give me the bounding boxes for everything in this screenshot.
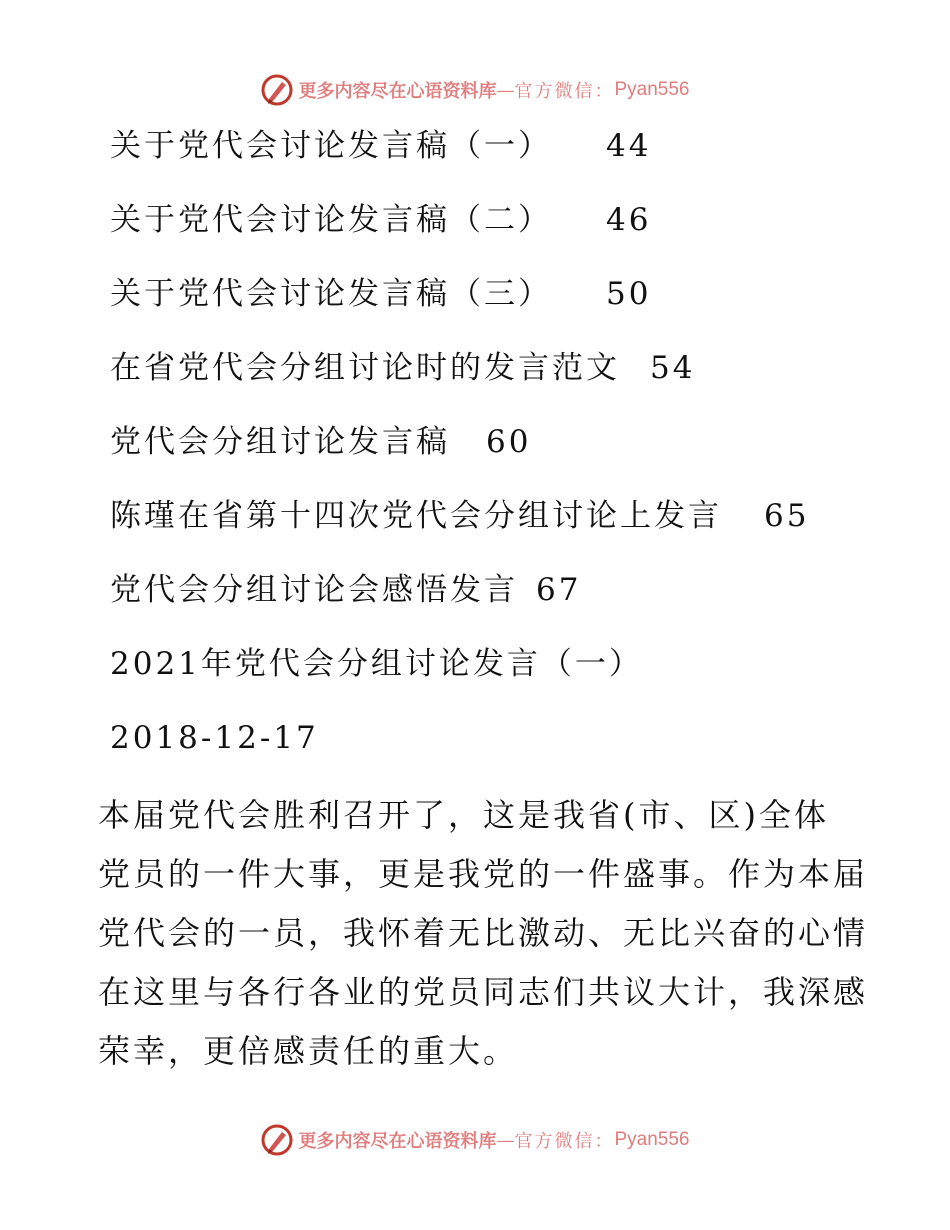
paragraph-line: 党代会的一员，我怀着无比激动、无比兴奋的心情 <box>98 914 869 952</box>
pen-logo-icon <box>260 1123 294 1157</box>
toc-entry-title: 陈瑾在省第十四次党代会分组讨论上发言 <box>110 498 722 534</box>
toc-entry-title: 在省党代会分组讨论时的发言范文 <box>110 350 620 386</box>
banner-sub-text: 官方微信： <box>514 1131 615 1152</box>
toc-entry-page: 46 <box>606 202 652 238</box>
banner-sub-text: 官方微信： <box>514 81 615 102</box>
toc-entry[interactable] <box>110 422 531 462</box>
toc-entry[interactable] <box>110 570 581 610</box>
header-banner <box>0 70 950 110</box>
toc-entry[interactable] <box>110 496 809 536</box>
paragraph-line: 在这里与各行各业的党员同志们共议大计，我深感 <box>98 973 869 1011</box>
toc-entry-title: 关于党代会讨论发言稿（三） <box>110 276 552 312</box>
section-title: 2021年党代会分组讨论发言（一） <box>110 646 643 682</box>
banner-dash: — <box>496 1129 515 1151</box>
banner-wechat-id: Pyan556 <box>614 79 690 100</box>
toc-entry[interactable] <box>110 126 651 166</box>
toc-entry-page: 50 <box>606 276 652 312</box>
banner-dash: — <box>496 79 515 101</box>
toc-entry-title: 关于党代会讨论发言稿（二） <box>110 202 552 238</box>
paragraph-line: 党员的一件大事，更是我党的一件盛事。作为本届 <box>98 855 869 893</box>
section-date: 2018-12-17 <box>110 720 319 756</box>
toc-entry-title: 关于党代会讨论发言稿（一） <box>110 128 552 164</box>
toc-entry-page: 65 <box>764 498 810 534</box>
toc-entry-title: 党代会分组讨论会感悟发言 <box>110 572 518 608</box>
paragraph-line: 本届党代会胜利召开了，这是我省(市、区)全体 <box>98 796 829 834</box>
toc-entry-title: 党代会分组讨论发言稿 <box>110 424 450 460</box>
toc-entry-page: 67 <box>536 572 582 608</box>
body-paragraph <box>98 786 869 1081</box>
banner-main-text: 更多内容尽在心语资料库 <box>298 81 497 102</box>
banner-wechat-id: Pyan556 <box>614 1129 690 1150</box>
toc-entry-page: 54 <box>650 350 696 386</box>
footer-banner <box>0 1120 950 1160</box>
paragraph-line: 荣幸，更倍感责任的重大。 <box>98 1032 519 1070</box>
toc-entry[interactable] <box>110 348 695 388</box>
toc-entry[interactable] <box>110 200 651 240</box>
toc-entry-page: 60 <box>486 424 532 460</box>
banner-main-text: 更多内容尽在心语资料库 <box>298 1131 497 1152</box>
toc-entry[interactable] <box>110 274 651 314</box>
pen-logo-icon <box>260 73 294 107</box>
toc-entry-page: 44 <box>606 128 652 164</box>
